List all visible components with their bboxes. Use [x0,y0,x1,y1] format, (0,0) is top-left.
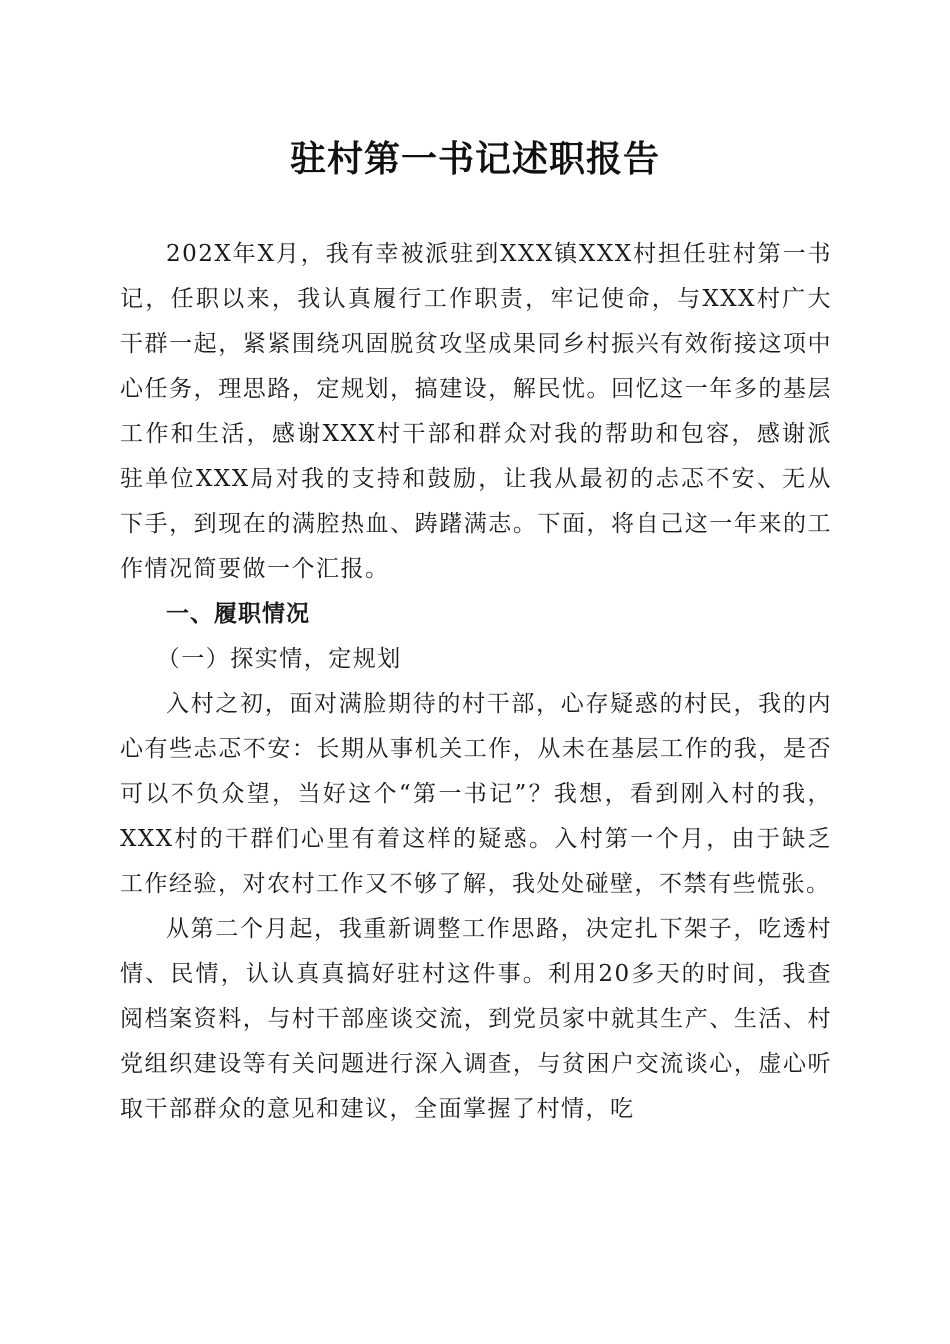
body-paragraph: 入村之初，面对满脸期待的村干部，心存疑惑的村民，我的内心有些忐忑不安：长期从事机关工作，从未在基层工作的我，是否可以不负众望，当好这个“第一书记”？我想，看到刚入村的我，XXX村的干群们心里有着这样的疑惑。入村第一个月，由于缺乏工作经验，对农村工作又不够了解，我处处碰壁，不禁有些慌张。 [120,691,832,897]
body-paragraph: 从第二个月起，我重新调整工作思路，决定扎下架子，吃透村情、民情，认认真真搞好驻村这件事。利用20多天的时间，我查阅档案资料，与村干部座谈交流，到党员家中就其生产、生活、村党组织建设等有关问题进行深入调查，与贫困户交流谈心，虚心听取干部群众的意见和建议，全面掌握了村情，吃 [120,916,832,1122]
section-heading: 一、履职情况 [166,601,310,627]
subsection-heading: （一）探实情，定规划 [156,646,402,672]
document-body [120,232,832,1132]
intro-paragraph: 202X年X月，我有幸被派驻到XXX镇XXX村担任驻村第一书记，任职以来，我认真履行工作职责，牢记使命，与XXX村广大干群一起，紧紧围绕巩固脱贫攻坚成果同乡村振兴有效衔接这项中心任务，理思路，定规划，搞建设，解民忧。回忆这一年多的基层工作和生活，感谢XXX村干部和群众对我的帮助和包容，感谢派驻单位XXX局对我的支持和鼓励，让我从最初的忐忑不安、无从下手，到现在的满腔热血、踌躇满志。下面，将自己这一年来的工作情况简要做一个汇报。 [120,241,832,582]
document-title: 驻村第一书记述职报告 [289,138,660,180]
